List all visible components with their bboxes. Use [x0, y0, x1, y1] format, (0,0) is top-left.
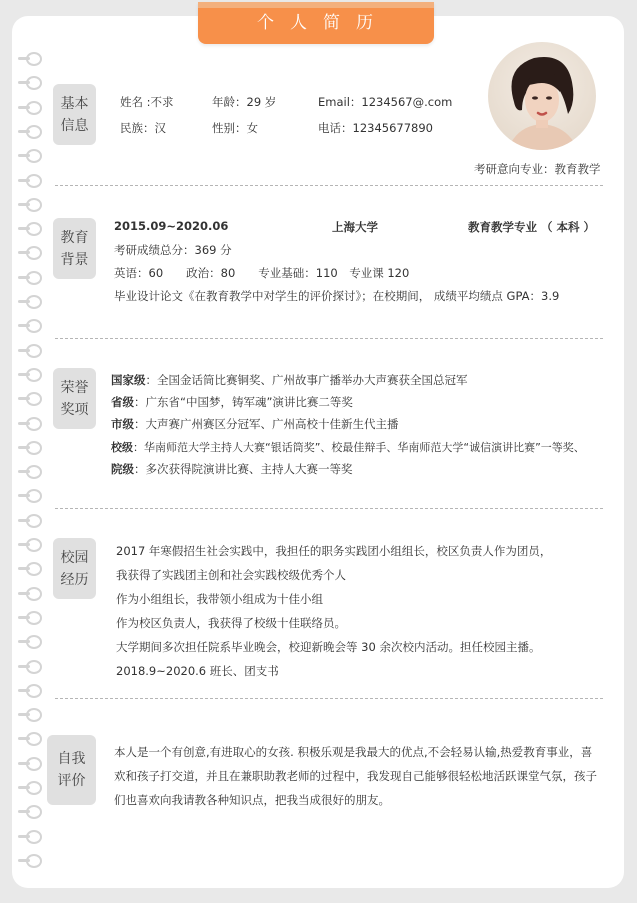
campus-line: 作为校区负责人，我获得了校级十佳联络员。 [116, 616, 346, 630]
ethnicity-field: 民族：汉 [120, 121, 166, 135]
honor-level: 国家级 [111, 373, 146, 387]
page-title: 个人简历 [198, 2, 434, 44]
basic-info-label-line2: 信息 [60, 117, 89, 134]
binder-ring-icon [26, 757, 42, 771]
binder-ring-icon [26, 781, 42, 795]
self-eval-line: 欢和孩子打交道，并且在兼职助教老师的过程中，我发现自己能够很轻松地活跃课堂气氛，孩子 [114, 769, 597, 783]
phone-field: 电话：12345677890 [318, 121, 433, 135]
binder-ring-icon [26, 125, 42, 139]
campus-label-line1: 校园 [60, 549, 89, 566]
honors-label-line1: 荣誉 [60, 379, 89, 396]
campus-label-line2: 经历 [60, 571, 89, 588]
binder-ring-icon [26, 587, 42, 601]
binder-ring-icon [26, 198, 42, 212]
honor-text: ：华南师范大学主持人大赛“银话筒奖”、校最佳辩手、华南师范大学“诚信演讲比赛”一等奖、 [133, 441, 585, 454]
binder-ring-icon [26, 441, 42, 455]
binder-ring-icon [26, 417, 42, 431]
campus-line: 2017 年寒假招生社会实践中，我担任的职务实践团小组组长，校区负责人作为团员， [116, 544, 552, 558]
honor-text: ：多次获得院演讲比赛、主持人大赛一等奖 [134, 462, 353, 476]
binder-ring-icon [26, 271, 42, 285]
binder-ring-icon [26, 101, 42, 115]
self-eval-label [47, 735, 96, 805]
binder-ring-icon [26, 52, 42, 66]
thesis-line: 毕业设计论文《在教育教学中对学生的评价探讨》；在校期间， 成绩平均绩点 GPA：3.9 [114, 289, 560, 303]
binder-ring-icon [26, 830, 42, 844]
honor-text: ：大声赛广州赛区分冠军、广州高校十佳新生代主播 [134, 417, 399, 431]
honor-item [111, 372, 468, 388]
campus-label [53, 538, 96, 599]
binder-ring-icon [26, 295, 42, 309]
exam-scores: 英语：60 政治：80 专业基础：110 专业课 120 [114, 266, 410, 280]
avatar [488, 42, 596, 150]
honor-level: 市级 [111, 417, 134, 431]
binder-ring-icon [26, 344, 42, 358]
binder-ring-icon [26, 611, 42, 625]
binder-ring-icon [26, 174, 42, 188]
education-school: 上海大学 [332, 220, 378, 234]
section-divider [55, 508, 603, 509]
age-field: 年龄：29 岁 [212, 95, 277, 109]
honor-text: ：全国金话筒比赛铜奖、广州故事广播举办大声赛获全国总冠军 [145, 373, 468, 387]
target-major: 考研意向专业：教育教学 [474, 162, 601, 176]
binder-ring-icon [26, 684, 42, 698]
section-divider [55, 185, 603, 186]
name-field: 姓名 :不求 [120, 95, 174, 109]
campus-line: 作为小组组长，我带领小组成为十佳小组 [116, 592, 323, 606]
self-eval-label-line2: 评价 [57, 773, 86, 789]
binder-ring-icon [26, 222, 42, 236]
email-field: Email：1234567@.com [318, 95, 453, 109]
binder-ring-icon [26, 465, 42, 479]
education-label [53, 218, 96, 279]
campus-line: 我获得了实践团主创和社会实践校级优秀个人 [116, 568, 346, 582]
education-period: 2015.09~2020.06 [114, 219, 229, 233]
honors-label [53, 368, 96, 429]
binder-ring-icon [26, 368, 42, 382]
honor-level: 校级 [111, 441, 133, 454]
honor-item [111, 439, 585, 455]
self-evaluation-text [114, 740, 597, 812]
binder-ring-icon [26, 854, 42, 868]
exam-total: 考研成绩总分：369 分 [114, 243, 232, 257]
honors-label-line2: 奖项 [60, 401, 89, 418]
campus-line: 2018.9~2020.6 班长、团支书 [116, 664, 279, 678]
basic-info-label-line1: 基本 [60, 95, 89, 112]
campus-line: 大学期间多次担任院系毕业晚会，校迎新晚会等 30 余次校内活动。担任校园主播。 [116, 640, 541, 654]
binder-ring-icon [26, 538, 42, 552]
education-label-line1: 教育 [60, 229, 89, 246]
honor-level: 省级 [111, 395, 134, 409]
honor-item [111, 394, 353, 410]
section-divider [55, 698, 603, 699]
honor-item [111, 461, 353, 477]
honor-item [111, 416, 399, 432]
binder-ring-icon [26, 708, 42, 722]
gender-field: 性别：女 [212, 121, 258, 135]
honor-level: 院级 [111, 462, 134, 476]
self-eval-label-line1: 自我 [57, 751, 86, 767]
binder-ring-icon [26, 514, 42, 528]
self-eval-line: 们也喜欢向我请教各种知识点，把我当成很好的朋友。 [114, 793, 390, 807]
education-label-line2: 背景 [60, 251, 89, 268]
honor-text: ：广东省“中国梦，铸军魂”演讲比赛二等奖 [134, 395, 353, 409]
section-divider [55, 338, 603, 339]
binder-ring-icon [26, 660, 42, 674]
education-major: 教育教学专业 （ 本科 ） [468, 220, 596, 234]
basic-info-label [53, 84, 96, 145]
self-eval-line: 本人是一个有创意,有进取心的女孩. 积极乐观是我最大的优点,不会轻易认输,热爱教育事业，喜 [114, 745, 593, 759]
campus-experience-list [116, 539, 551, 683]
